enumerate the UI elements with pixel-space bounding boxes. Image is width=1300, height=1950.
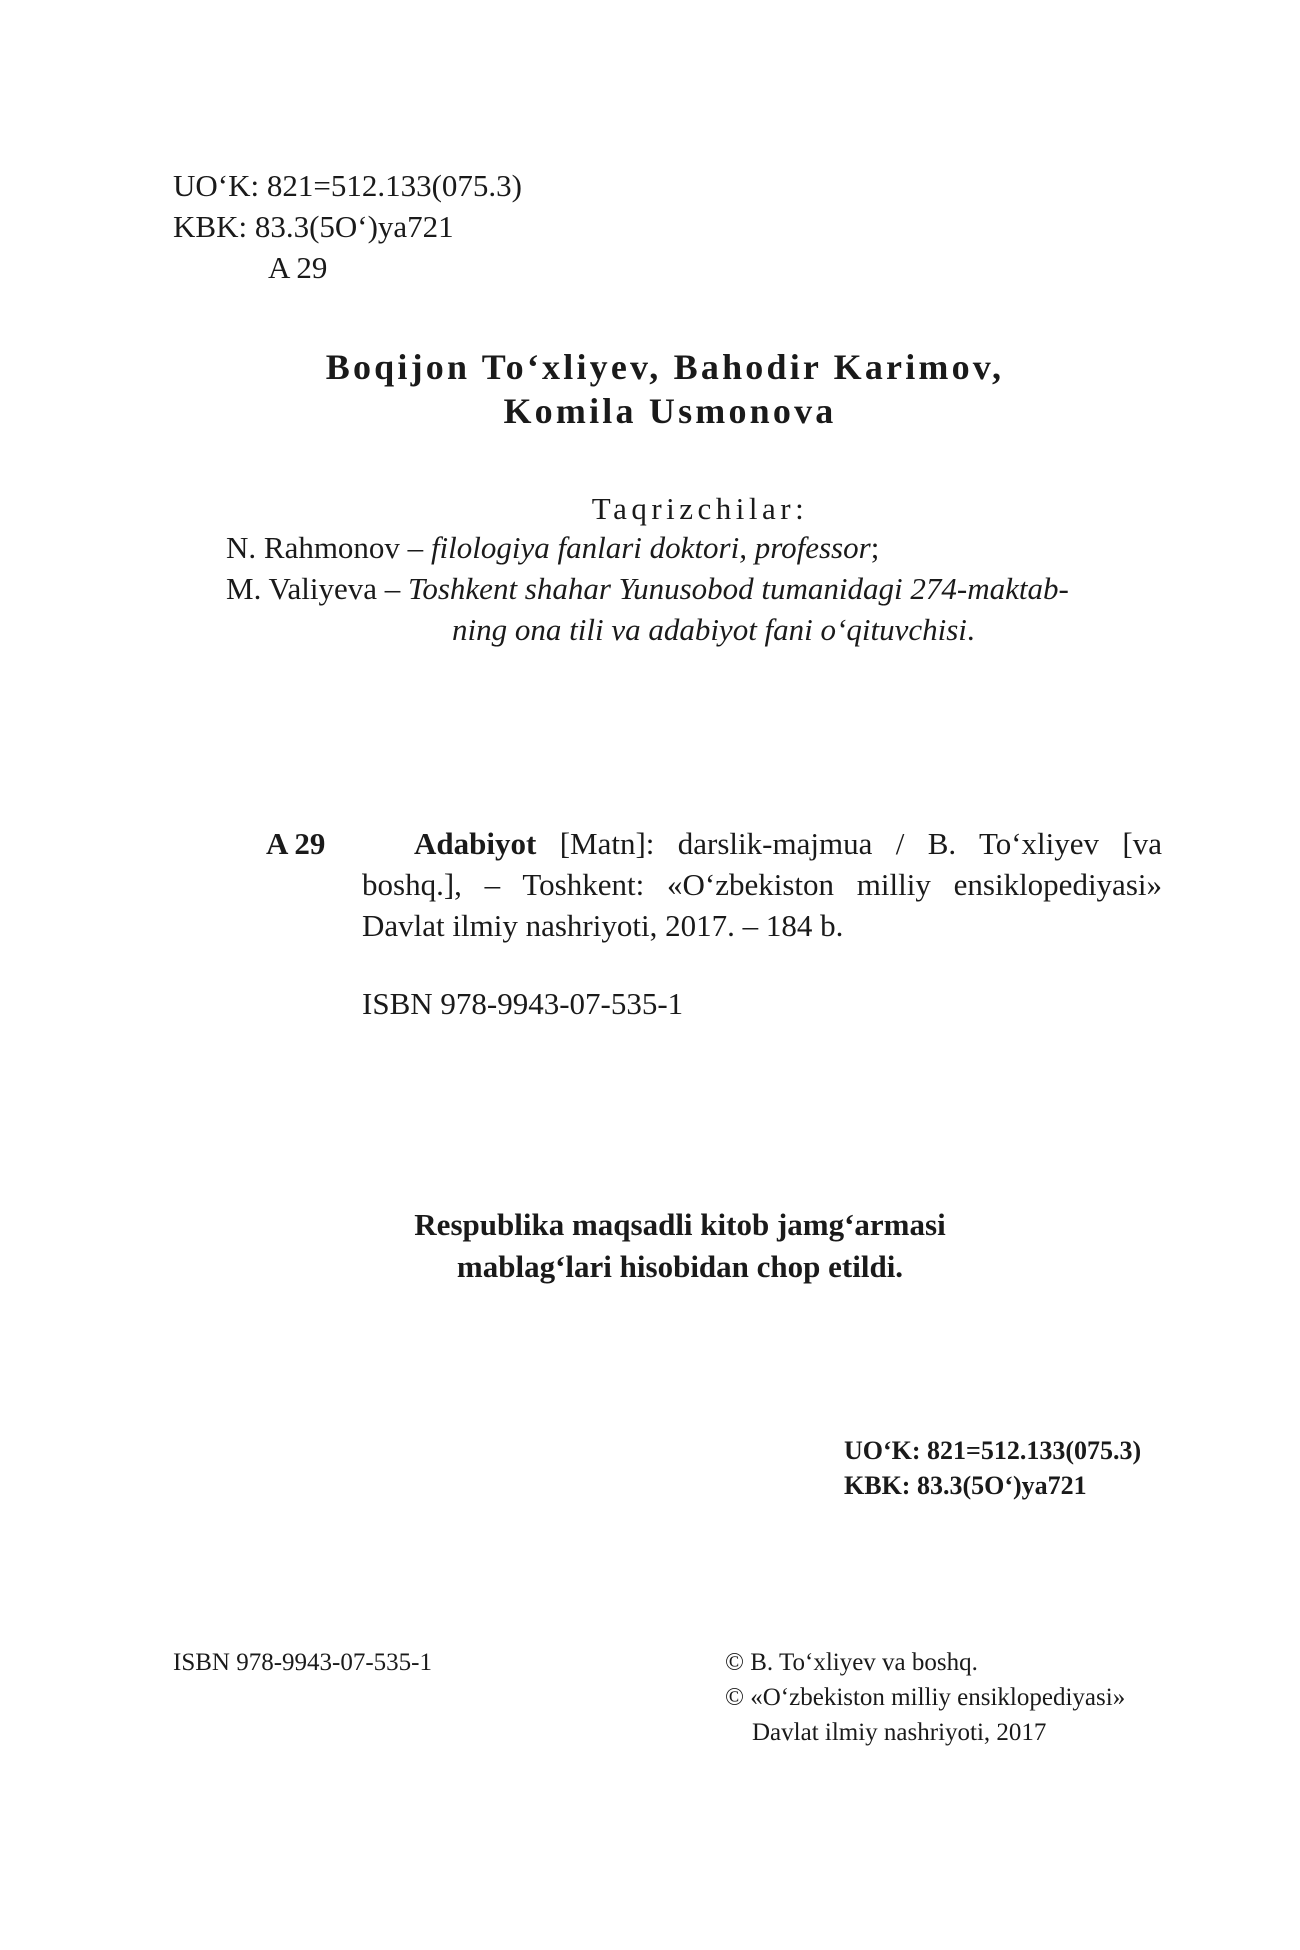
reviewer-2-tail: . [966,612,975,647]
authors-line-2: Komila Usmonova [503,391,837,431]
authors-line-1: Boqijon To‘xliyev, Bahodir Karimov, [325,347,1005,387]
bbk-code: KBK: 83.3(5O‘)ya721 [173,209,454,244]
authors-block [0,345,1300,433]
reviewer-1 [226,527,879,568]
catalog-title: Adabiyot [414,826,537,861]
funding-note [0,1204,1300,1288]
reviewers-title: Taqrizchilar: [591,491,809,526]
bottom-classification [844,1433,1141,1503]
reviewers-heading [0,489,1300,529]
catalog-line-1 [362,823,1162,864]
bottom-udc: UO‘K: 821=512.133(075.3) [844,1436,1142,1465]
reviewer-1-tail: ; [870,530,880,565]
author-sign: A 29 [268,250,328,285]
copyright-block [725,1645,1125,1750]
copyright-line-1: © B. To‘xliyev va boshq. [725,1649,978,1676]
copyright-line-3: Davlat ilmiy nashriyoti, 2017 [752,1719,1047,1746]
catalog-isbn: ISBN 978-9943-07-535-1 [362,986,684,1021]
reviewer-2 [226,568,1069,609]
reviewer-1-desc: filologiya fanlari doktori, professor [430,530,871,565]
catalog-line-2: boshq.], – Toshkent: «O‘zbekiston milliy ensiklopediyasi» [362,867,1162,902]
reviewer-2-cont [452,609,975,650]
catalog-entry [362,823,1162,946]
bottom-bbk: KBK: 83.3(5O‘)ya721 [844,1471,1087,1500]
catalog-line-3: Davlat ilmiy nashriyoti, 2017. – 184 b. [362,908,844,943]
reviewer-2-desc-cont: ning ona tili va adabiyot fani o‘qituvchisi [452,612,967,647]
reviewer-1-name: N. Rahmonov – [226,530,431,565]
footer-isbn: ISBN 978-9943-07-535-1 [173,1649,433,1676]
classification-block [173,165,522,288]
udc-code: UO‘K: 821=512.133(075.3) [173,168,522,203]
reviewer-2-desc: Toshkent shahar Yunusobod tumanidagi 274-maktab- [407,571,1069,606]
reviewer-2-name: M. Valiyeva – [226,571,408,606]
funding-line-2: mablag‘lari hisobidan chop etildi. [456,1249,904,1284]
copyright-line-2: © «O‘zbekiston milliy ensiklopediyasi» [725,1684,1126,1711]
funding-line-1: Respublika maqsadli kitob jamg‘armasi [414,1207,946,1242]
catalog-code: A 29 [266,826,326,861]
catalog-line-1-rest: [Matn]: darslik-majmua / B. To‘xliyev [va [536,826,1162,861]
